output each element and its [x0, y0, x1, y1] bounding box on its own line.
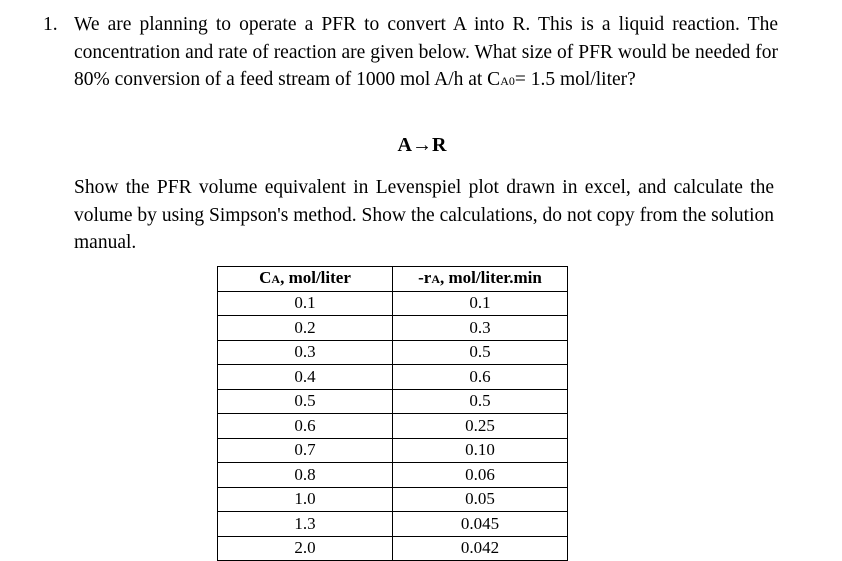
- table-row: [218, 291, 568, 316]
- concentration-cell: 0.2: [218, 316, 393, 341]
- question-text-end: = 1.5 mol/liter?: [514, 69, 636, 90]
- question-text: [74, 11, 778, 96]
- concentration-cell: 1.3: [218, 512, 393, 537]
- concentration-cell: 0.3: [218, 340, 393, 365]
- table-row: [218, 389, 568, 414]
- question-text-main: We are planning to operate a PFR to convert A into R. This is a liquid reaction. The concentration and rate of reaction are given below. What size of PFR would be needed for 80% conversion of a feed stream of 1000 mol A/h at C: [74, 14, 778, 90]
- concentration-cell: 2.0: [218, 536, 393, 561]
- rate-cell: 0.045: [393, 512, 568, 537]
- question-number: 1.: [43, 14, 58, 35]
- table-row: [218, 438, 568, 463]
- table-row: [218, 365, 568, 390]
- rate-cell: 0.10: [393, 438, 568, 463]
- rate-cell: 0.06: [393, 463, 568, 488]
- rate-cell: 0.25: [393, 414, 568, 439]
- rate-cell: 0.05: [393, 487, 568, 512]
- table-header-row: [218, 267, 568, 292]
- concentration-cell: 0.8: [218, 463, 393, 488]
- question-subscript: A0: [500, 74, 515, 88]
- concentration-cell: 0.1: [218, 291, 393, 316]
- reaction-equation: A→R: [397, 134, 447, 156]
- table-row: [218, 340, 568, 365]
- table-row: [218, 316, 568, 341]
- header-rate: -rA, mol/liter.min: [393, 267, 568, 292]
- rate-cell: 0.042: [393, 536, 568, 561]
- concentration-cell: 0.4: [218, 365, 393, 390]
- rate-cell: 0.5: [393, 340, 568, 365]
- rate-cell: 0.6: [393, 365, 568, 390]
- concentration-cell: 1.0: [218, 487, 393, 512]
- rate-cell: 0.1: [393, 291, 568, 316]
- problem-statement: [43, 11, 778, 96]
- table-row: [218, 512, 568, 537]
- data-table: [217, 266, 568, 561]
- table-row: [218, 414, 568, 439]
- concentration-cell: 0.7: [218, 438, 393, 463]
- concentration-cell: 0.6: [218, 414, 393, 439]
- rate-cell: 0.5: [393, 389, 568, 414]
- table-row: [218, 463, 568, 488]
- instructions-text: Show the PFR volume equivalent in Levenspiel plot drawn in excel, and calculate the volume by using Simpson's method. Show the calculations, do not copy from the solution manual.: [74, 177, 774, 253]
- rate-cell: 0.3: [393, 316, 568, 341]
- header-concentration: CA, mol/liter: [218, 267, 393, 292]
- concentration-cell: 0.5: [218, 389, 393, 414]
- table-row: [218, 487, 568, 512]
